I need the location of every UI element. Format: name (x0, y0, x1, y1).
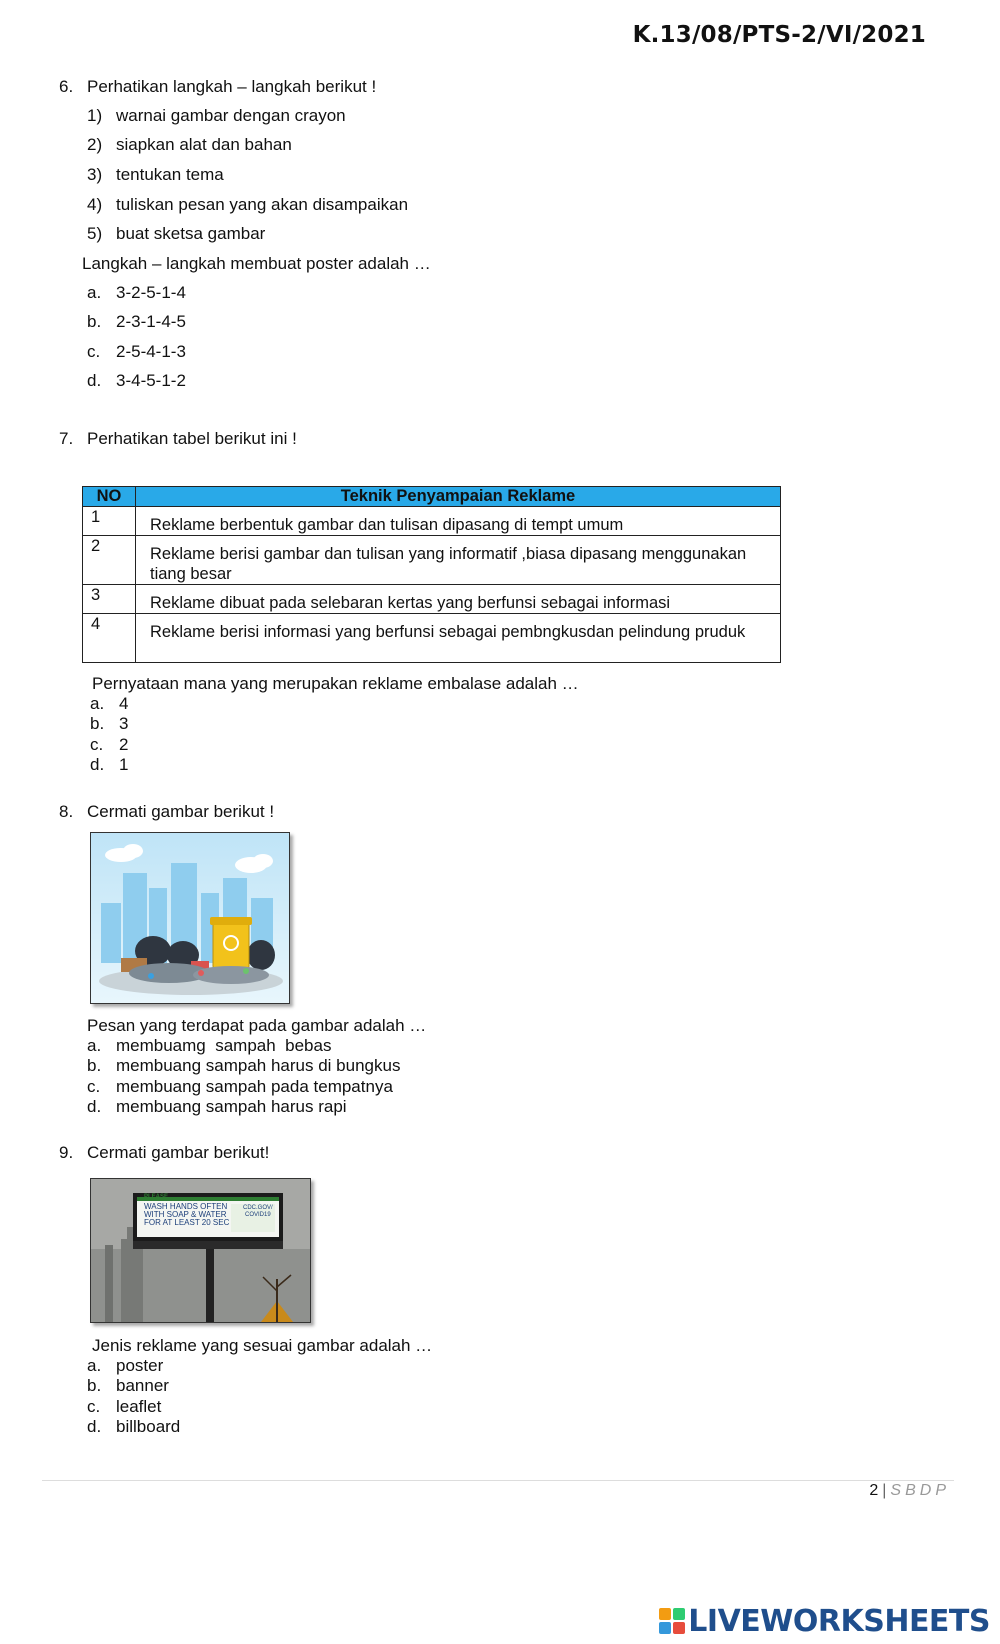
question-6 (59, 76, 376, 98)
table-row: 2 Reklame berisi gambar dan tulisan yang informatif ,biasa dipasang menggunakan tiang besar (83, 536, 781, 585)
question-prompt: Jenis reklame yang sesuai gambar adalah … (92, 1336, 433, 1355)
answer-option[interactable]: c. 2 (90, 735, 129, 754)
table-row: 1 Reklame berbentuk gambar dan tulisan dipasang di tempt umum (83, 507, 781, 536)
liveworksheets-logo-icon (659, 1608, 685, 1634)
answer-option[interactable]: a. poster (87, 1356, 164, 1375)
answer-option[interactable]: d. 3-4-5-1-2 (87, 371, 186, 390)
step-item: 1) warnai gambar dengan crayon (87, 106, 346, 125)
question-prompt: Pesan yang terdapat pada gambar adalah … (87, 1016, 427, 1035)
question-prompt: Pernyataan mana yang merupakan reklame embalase adalah … (92, 674, 579, 693)
garbage-pile-image (91, 833, 289, 1003)
question-text: Perhatikan langkah – langkah berikut ! (87, 77, 377, 96)
billboard-image (91, 1179, 310, 1322)
garbage-illustration (90, 832, 290, 1004)
billboard-text-main: WASH HANDS OFTEN WITH SOAP & WATER FOR AT LEAST 20 SEC (144, 1202, 230, 1227)
question-text: Perhatikan tabel berikut ini ! (87, 429, 297, 448)
step-item: 4) tuliskan pesan yang akan disampaikan (87, 195, 409, 214)
question-8 (59, 801, 274, 823)
answer-option[interactable]: c. membuang sampah pada tempatnya (87, 1077, 393, 1096)
brand-name: LIVEWORKSHEETS (688, 1604, 990, 1639)
liveworksheets-brand[interactable] (659, 1604, 990, 1639)
page-number: 2 | SBDP (869, 1482, 950, 1499)
answer-option[interactable]: c. 2-5-4-1-3 (87, 342, 186, 361)
step-item: 3) tentukan tema (87, 165, 224, 184)
question-text: Cermati gambar berikut ! (87, 802, 275, 821)
answer-option[interactable]: d. 1 (90, 755, 129, 774)
answer-option[interactable]: b. 2-3-1-4-5 (87, 312, 186, 331)
reklame-table (82, 486, 781, 663)
step-item: 2) siapkan alat dan bahan (87, 135, 292, 154)
answer-option[interactable]: a. 4 (90, 694, 129, 713)
question-number: 8. (59, 802, 74, 821)
document-code: K.13/08/PTS-2/VI/2021 (632, 22, 926, 48)
answer-option[interactable]: b. 3 (90, 714, 129, 733)
answer-option[interactable]: a. membuamg sampah bebas (87, 1036, 332, 1055)
question-number: 9. (59, 1143, 74, 1162)
footer-divider (42, 1480, 954, 1481)
answer-option[interactable]: b. banner (87, 1376, 169, 1395)
question-prompt: Langkah – langkah membuat poster adalah … (82, 254, 431, 273)
answer-option[interactable]: d. membuang sampah harus rapi (87, 1097, 347, 1116)
billboard-text-please: PLEASE (144, 1194, 169, 1200)
answer-option[interactable]: a. 3-2-5-1-4 (87, 283, 186, 302)
question-number: 6. (59, 77, 74, 96)
answer-option[interactable]: c. leaflet (87, 1397, 162, 1416)
answer-option[interactable]: b. membuang sampah harus di bungkus (87, 1056, 401, 1075)
question-number: 7. (59, 429, 74, 448)
table-header-row (83, 487, 781, 507)
question-text: Cermati gambar berikut! (87, 1143, 270, 1162)
billboard-photo (90, 1178, 311, 1323)
table-header-no: NO (83, 487, 136, 507)
table-row: 4 Reklame berisi informasi yang berfunsi sebagai pembngkusdan pelindung pruduk (83, 614, 781, 663)
question-7 (59, 428, 297, 450)
step-item: 5) buat sketsa gambar (87, 224, 266, 243)
answer-option[interactable]: d. billboard (87, 1417, 181, 1436)
table-header-teknik: Teknik Penyampaian Reklame (136, 487, 781, 507)
billboard-text-side: CDC.GOV/ COVID19 (243, 1205, 273, 1218)
table-row: 3 Reklame dibuat pada selebaran kertas yang berfunsi sebagai informasi (83, 585, 781, 614)
question-9 (59, 1142, 269, 1164)
